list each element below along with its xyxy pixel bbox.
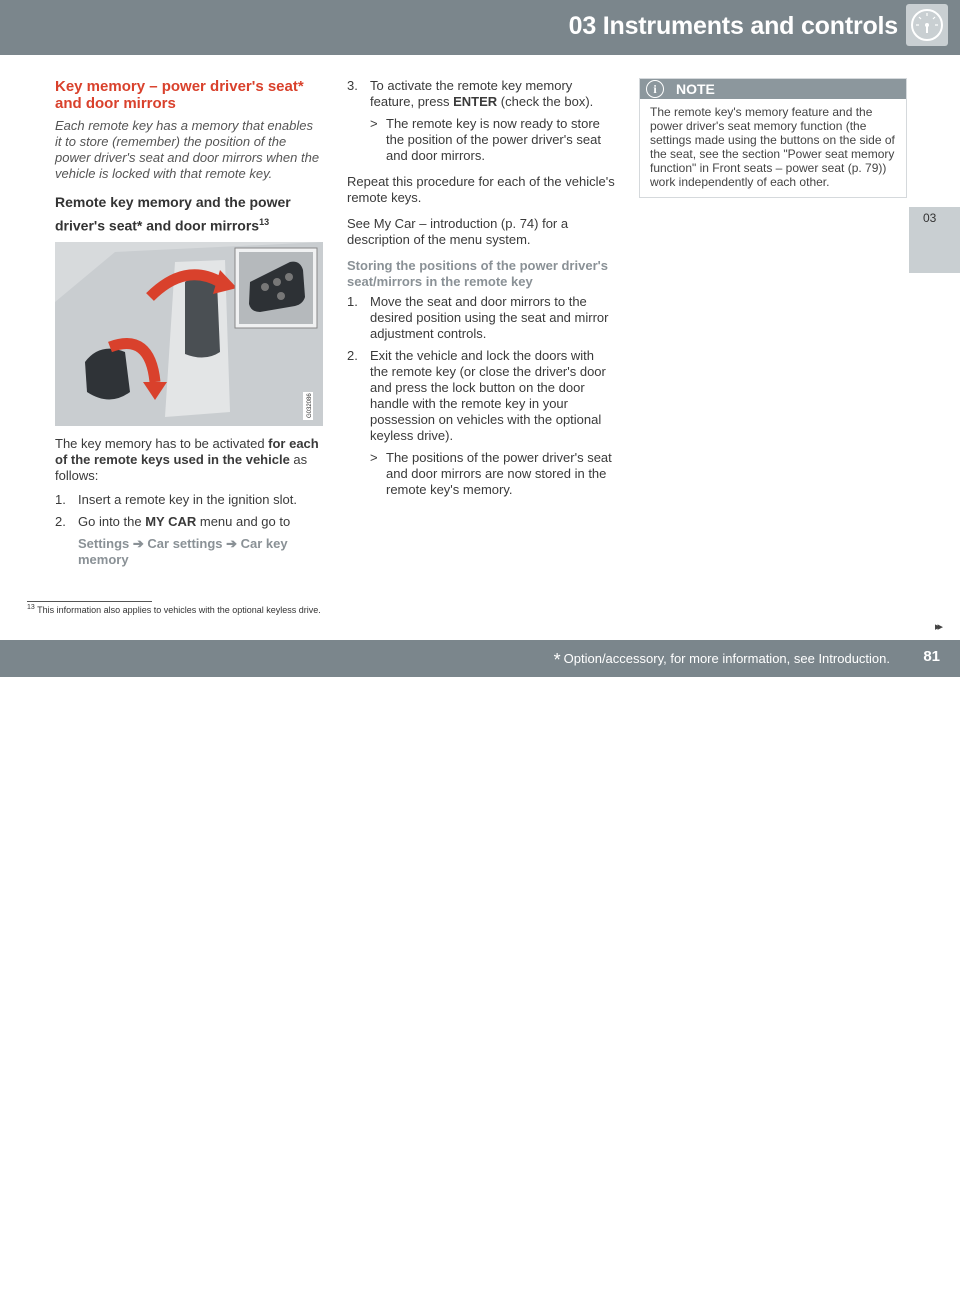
gauge-icon bbox=[906, 4, 948, 46]
footnote-number: 13 bbox=[27, 604, 35, 611]
see-reference-paragraph: See My Car – introduction (p. 74) for a description of the menu system. bbox=[347, 216, 569, 247]
activation-steps bbox=[55, 492, 323, 568]
step-text: menu and go to bbox=[196, 513, 291, 529]
step-text: Exit the vehicle and lock the doors with the remote key (or close the driver's door and press the lock button on the door handle with the remote key in your possession on vehicles with the optional keyless drive). bbox=[370, 348, 606, 443]
column-right bbox=[639, 78, 905, 198]
column-middle bbox=[347, 78, 615, 504]
storing-heading: Storing the positions of the power driver's seat/mirrors in the remote key bbox=[347, 258, 608, 289]
result-text: The positions of the power driver's seat and door mirrors are now stored in the remote key's memory. bbox=[386, 450, 612, 497]
activation-text-suffix: as follows: bbox=[55, 451, 308, 483]
list-item bbox=[55, 492, 323, 508]
step-text: To activate the remote key memory feature, press bbox=[370, 78, 573, 109]
figure-code: G032086 bbox=[307, 392, 313, 418]
list-item bbox=[347, 78, 615, 164]
step-result bbox=[370, 450, 615, 498]
seat-mirror-illustration bbox=[55, 242, 323, 426]
step-text-bold: ENTER bbox=[453, 94, 498, 109]
chapter-title: 03 Instruments and controls bbox=[568, 12, 898, 40]
list-item bbox=[55, 514, 323, 568]
watermark: carmanualsonline.info bbox=[678, 1285, 944, 1312]
note-title: NOTE bbox=[676, 81, 715, 97]
repeat-paragraph: Repeat this procedure for each of the vehicle's remote keys. bbox=[347, 174, 615, 205]
next-page-arrows-icon[interactable]: ▸▸ bbox=[934, 621, 940, 633]
list-item bbox=[347, 348, 615, 498]
page-footer bbox=[0, 640, 960, 1312]
footer-note-text: Option/accessory, for more information, see Introduction. bbox=[563, 651, 890, 666]
activation-steps-cont bbox=[347, 78, 615, 164]
step-number: 2. bbox=[55, 513, 66, 529]
subsection-heading-text: Remote key memory and the power driver's seat* and door mirrors bbox=[55, 194, 291, 234]
footnote-divider bbox=[27, 601, 152, 602]
step-text: Go into the bbox=[78, 513, 146, 529]
step-number: 1. bbox=[55, 491, 66, 507]
result-marker: > bbox=[370, 116, 378, 131]
footnote-ref[interactable]: 13 bbox=[259, 217, 270, 227]
note-header bbox=[640, 79, 906, 99]
menu-path: Settings ➔ Car settings ➔ Car key memory bbox=[78, 535, 288, 567]
section-heading: Key memory – power driver's seat* and door mirrors bbox=[55, 78, 304, 112]
storing-steps bbox=[347, 294, 615, 498]
step-number: 3. bbox=[347, 78, 358, 93]
note-box bbox=[639, 78, 907, 198]
result-text: The remote key is now ready to store the position of the power driver's seat and door mirrors. bbox=[386, 116, 601, 163]
activation-paragraph bbox=[55, 436, 323, 484]
chapter-tab[interactable] bbox=[909, 207, 960, 273]
footnote bbox=[27, 604, 321, 615]
footer-note bbox=[554, 650, 890, 671]
page-number: 81 bbox=[923, 648, 940, 665]
step-text-bold: MY CAR bbox=[145, 513, 197, 529]
column-left bbox=[55, 78, 323, 574]
chapter-tab-label: 03 bbox=[923, 211, 937, 225]
note-body: The remote key's memory feature and the power driver's seat memory function (the settings made using the buttons on the side of the seat, see the section "Power seat memory function" in Front seats – power seat (p. 79)) work independently of each other. bbox=[650, 105, 895, 189]
step-text: Move the seat and door mirrors to the desired position using the seat and mirror adjustment controls. bbox=[370, 294, 609, 341]
footer-star: * bbox=[553, 650, 561, 670]
footnote-text: This information also applies to vehicles with the optional keyless drive. bbox=[37, 605, 321, 615]
result-marker: > bbox=[370, 450, 378, 465]
step-text: Insert a remote key in the ignition slot. bbox=[78, 491, 297, 507]
activation-text-bold: for each of the remote keys used in the vehicle bbox=[55, 435, 319, 467]
subsection-heading bbox=[55, 192, 323, 236]
list-item bbox=[347, 294, 615, 342]
activation-text-prefix: The key memory has to be activated bbox=[55, 435, 269, 451]
step-number: 2. bbox=[347, 348, 358, 363]
step-result bbox=[370, 116, 615, 164]
info-icon: i bbox=[646, 80, 664, 98]
page-header bbox=[0, 0, 960, 55]
step-number: 1. bbox=[347, 294, 358, 309]
section-intro: Each remote key has a memory that enables it to store (remember) the position of the power driver's seat and door mirrors when the vehicle is locked with that remote key. bbox=[55, 118, 320, 181]
step-text: (check the box). bbox=[497, 94, 594, 109]
